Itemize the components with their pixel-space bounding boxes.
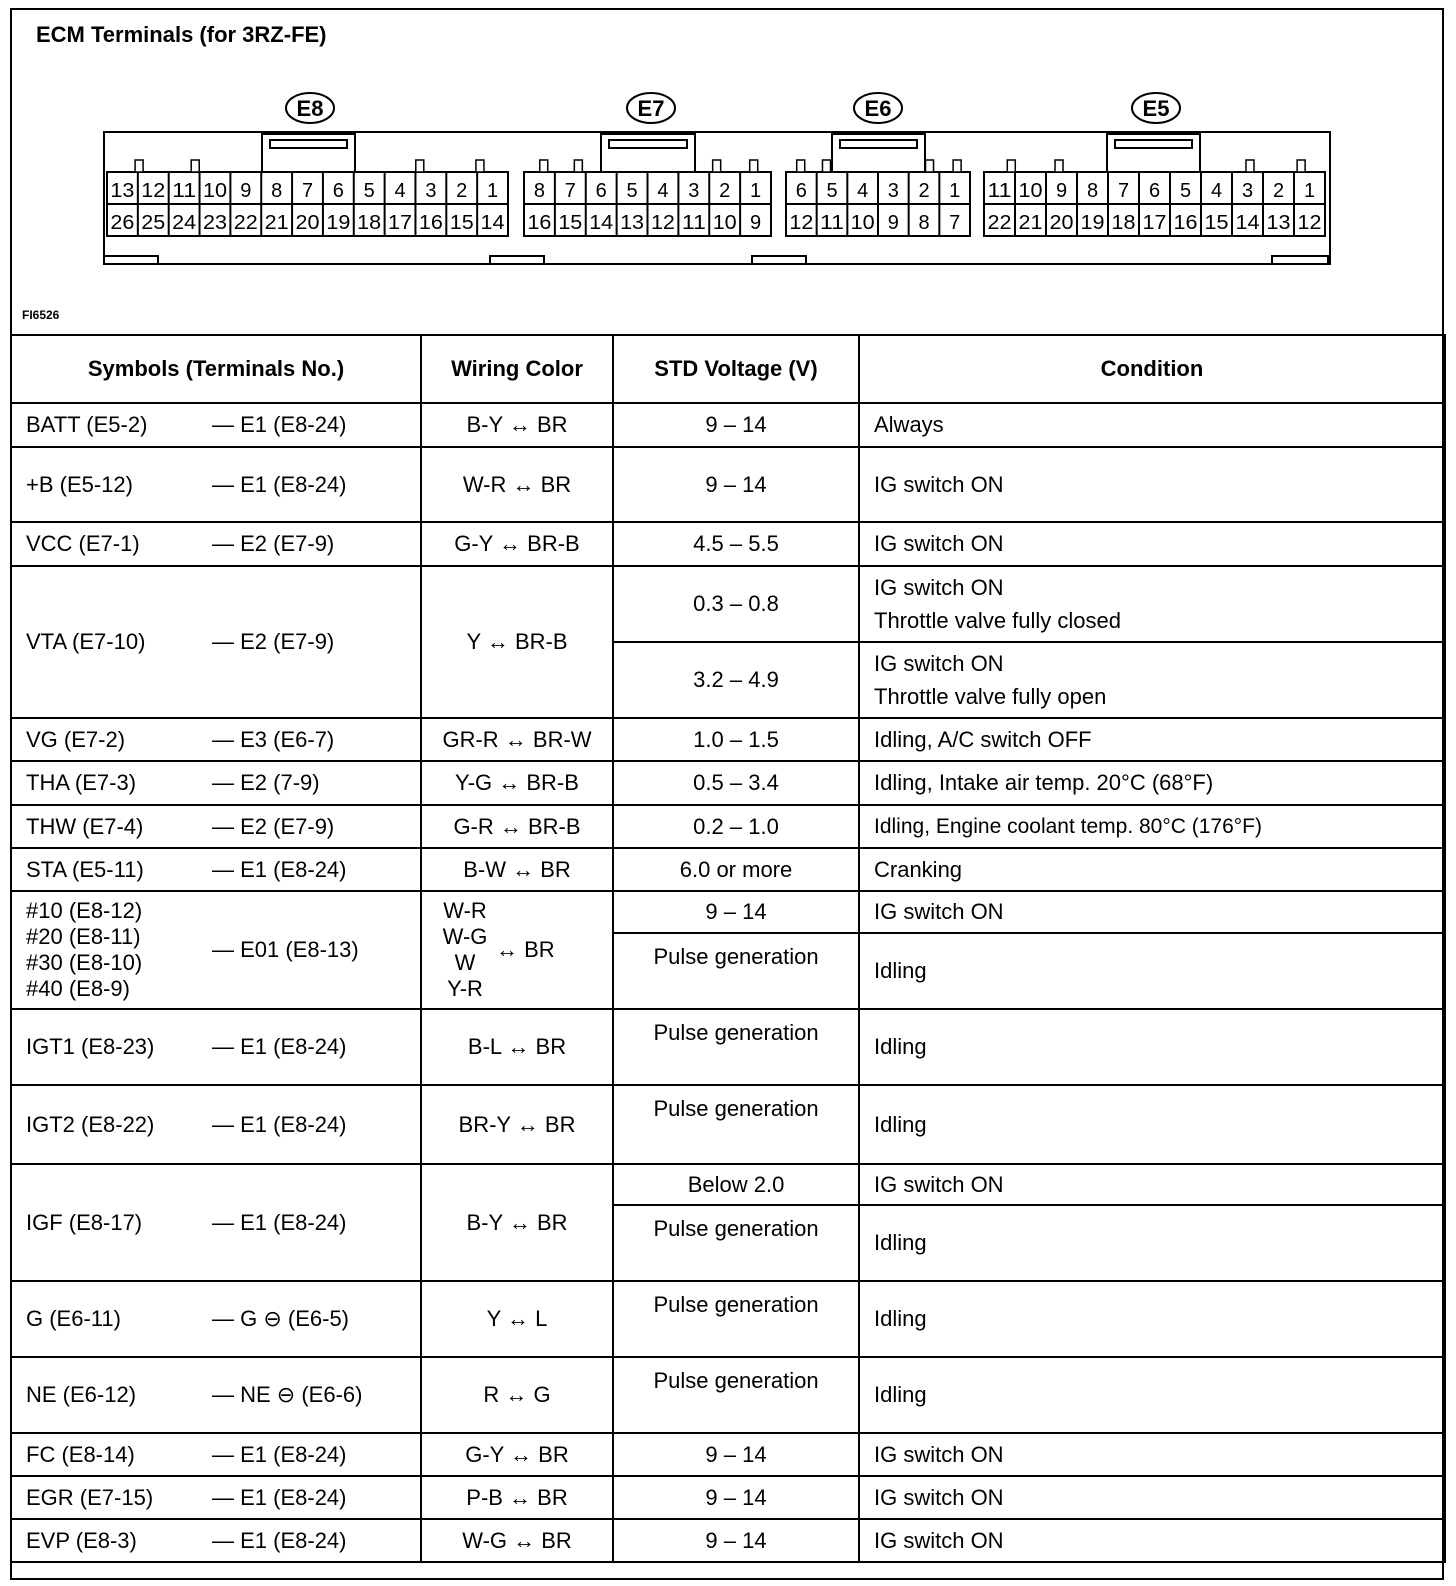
connector-label: E8: [296, 96, 324, 121]
row-tha: [11, 761, 1445, 805]
pin-latch: [953, 160, 961, 172]
std-voltage: 9 – 14: [613, 447, 859, 522]
pin-number: 16: [1173, 212, 1198, 234]
condition: Idling, A/C switch OFF: [859, 718, 1445, 761]
pin-number: 20: [1049, 212, 1074, 234]
pin-latch: [540, 160, 548, 172]
pin-latch: [1007, 160, 1015, 172]
condition-line: IG switch ON: [874, 651, 1004, 676]
pin-latch: [476, 160, 484, 172]
pin-number: 21: [264, 212, 289, 234]
row-injectors: [11, 891, 1445, 933]
wire: W-R: [443, 898, 487, 923]
std-voltage: Below 2.0: [613, 1164, 859, 1205]
symbol: NE (E6-12): [26, 1382, 137, 1407]
std-voltage: 1.0 – 1.5: [613, 718, 859, 761]
symbol: VCC (E7-1): [26, 531, 140, 556]
pin-number: 3: [1241, 180, 1254, 202]
row-plusb: [11, 447, 1445, 522]
pin-latch: [1297, 160, 1305, 172]
symbol: #20 (E8-11): [26, 924, 141, 949]
injector-symbols: [26, 898, 212, 1002]
pin-number: 2: [1272, 180, 1285, 202]
connector-key: [490, 256, 544, 264]
wiring-color: Y ↔ L: [421, 1281, 613, 1357]
condition: Idling: [859, 1205, 1445, 1281]
ground: — E01 (E8-13): [212, 937, 359, 962]
table-header-row: [11, 335, 1445, 403]
header-voltage: STD Voltage (V): [613, 335, 859, 403]
pin-latch: [1055, 160, 1063, 172]
ground: — E2 (E7-9): [212, 813, 335, 839]
wiring-color: Y-G ↔ BR-B: [421, 761, 613, 805]
wire-ground: ↔ BR: [496, 937, 555, 962]
condition: Idling: [859, 1281, 1445, 1357]
pin-number: 14: [1235, 212, 1260, 234]
ground: — E1 (E8-24): [212, 1441, 347, 1467]
ground: — E1 (E8-24): [212, 1484, 347, 1510]
pin-number: 6: [1148, 180, 1161, 202]
condition: Idling: [859, 933, 1445, 1009]
pin-number: 21: [1018, 212, 1043, 234]
std-voltage: 0.5 – 3.4: [613, 761, 859, 805]
std-voltage: Pulse generation: [613, 1281, 859, 1357]
pin-number: 17: [388, 212, 413, 234]
condition: Always: [859, 403, 1445, 447]
pin-number: 2: [719, 180, 731, 202]
pin-number: 15: [449, 212, 474, 234]
figure-id: FI6526: [22, 308, 60, 322]
pin-number: 8: [918, 212, 930, 234]
pin-number: 6: [332, 180, 344, 202]
ground: — E1 (E8-24): [212, 471, 347, 497]
pin-latch: [191, 160, 199, 172]
pin-number: 19: [326, 212, 351, 234]
row-fc: [11, 1433, 1445, 1476]
std-voltage: 9 – 14: [613, 891, 859, 933]
page-title: ECM Terminals (for 3RZ-FE): [36, 22, 327, 47]
row-igt1: [11, 1009, 1445, 1085]
header-wiring: Wiring Color: [421, 335, 613, 403]
std-voltage: 0.3 – 0.8: [613, 566, 859, 642]
symbol: IGF (E8-17): [26, 1209, 143, 1235]
ground: — G ⊖ (E6-5): [212, 1306, 350, 1331]
pin-number: 12: [141, 180, 166, 202]
pin-number: 3: [425, 180, 437, 202]
pin-number: 6: [595, 180, 607, 202]
wiring-color: BR-Y ↔ BR: [421, 1085, 613, 1164]
ground: — E1 (E8-24): [212, 856, 347, 882]
ground: — E2 (E7-9): [212, 629, 335, 654]
ground: — NE ⊖ (E6-6): [212, 1382, 363, 1407]
connector-key: [752, 256, 806, 264]
row-thw: [11, 805, 1445, 848]
symbol: VG (E7-2): [26, 726, 126, 752]
wire: W-G: [442, 924, 488, 949]
ground: — E1 (E8-24): [212, 1111, 347, 1137]
pin-number: 10: [202, 180, 227, 202]
pin-number: 22: [987, 212, 1012, 234]
wiring-color: Y ↔ BR-B: [421, 566, 613, 718]
symbol: STA (E5-11): [26, 856, 144, 882]
condition: IG switch ON: [859, 1164, 1445, 1205]
connector-label: E7: [637, 96, 665, 121]
ground: — E3 (E6-7): [212, 726, 335, 752]
pin-number: 18: [357, 212, 382, 234]
row-ne: [11, 1357, 1445, 1433]
condition: Idling, Intake air temp. 20°C (68°F): [859, 761, 1445, 805]
row-vta: [11, 566, 1445, 642]
pin-number: 15: [1204, 212, 1229, 234]
condition: Idling: [859, 1009, 1445, 1085]
symbol: #40 (E8-9): [26, 976, 130, 1001]
pin-number: 5: [363, 180, 375, 202]
pin-number: 23: [202, 212, 227, 234]
symbol: THA (E7-3): [26, 770, 137, 795]
row-vcc: [11, 522, 1445, 566]
row-batt: [11, 403, 1445, 447]
symbol: IGT2 (E8-22): [26, 1111, 155, 1137]
pin-number: 1: [1303, 180, 1316, 202]
pin-number: 7: [1117, 180, 1130, 202]
pin-number: 12: [1297, 212, 1322, 234]
pin-number: 10: [850, 212, 875, 234]
pin-latch: [822, 160, 830, 172]
wiring-color: [421, 891, 613, 1009]
std-voltage: 4.5 – 5.5: [613, 522, 859, 566]
connector-label: E6: [864, 96, 892, 121]
connector-lock-slot: [609, 140, 687, 148]
pin-number: 11: [681, 212, 706, 234]
wiring-color: B-Y ↔ BR: [421, 403, 613, 447]
connector-key: [1272, 256, 1328, 264]
ground: — E1 (E8-24): [212, 1527, 347, 1553]
wiring-color: B-W ↔ BR: [421, 848, 613, 891]
pin-number: 4: [857, 180, 869, 202]
wiring-color: R ↔ G: [421, 1357, 613, 1433]
std-voltage: Pulse generation: [613, 933, 859, 1009]
header-condition: Condition: [859, 335, 1445, 403]
pin-latch: [135, 160, 143, 172]
pin-number: 14: [589, 212, 614, 234]
pin-number: 8: [1086, 180, 1099, 202]
pin-number: 7: [301, 180, 314, 202]
pin-number: 1: [487, 180, 499, 202]
wiring-color: G-Y ↔ BR: [421, 1433, 613, 1476]
std-voltage: 9 – 14: [613, 403, 859, 447]
std-voltage: 0.2 – 1.0: [613, 805, 859, 848]
pin-number: 15: [558, 212, 583, 234]
pin-number: 25: [141, 212, 166, 234]
condition: Idling: [859, 1085, 1445, 1164]
pin-number: 9: [887, 212, 899, 234]
condition: IG switch ON: [859, 1476, 1445, 1519]
wiring-color: P-B ↔ BR: [421, 1476, 613, 1519]
wire: Y-R: [447, 976, 483, 1001]
std-voltage: 9 – 14: [613, 1519, 859, 1562]
ground: — E1 (E8-24): [212, 412, 347, 437]
wiring-color: GR-R ↔ BR-W: [421, 718, 613, 761]
symbol: IGT1 (E8-23): [26, 1034, 155, 1059]
symbol: THW (E7-4): [26, 813, 144, 839]
pin-number: 8: [271, 180, 283, 202]
symbol: +B (E5-12): [26, 471, 133, 497]
pin-number: 2: [918, 180, 930, 202]
ground: — E2 (7-9): [212, 770, 320, 795]
pin-number: 2: [456, 180, 468, 202]
std-voltage: Pulse generation: [613, 1009, 859, 1085]
wiring-color: W-G ↔ BR: [421, 1519, 613, 1562]
pin-number: 16: [527, 212, 552, 234]
pin-number: 20: [295, 212, 320, 234]
pin-number: 10: [1018, 180, 1043, 202]
connector-diagram: [0, 0, 1456, 330]
pin-number: 1: [750, 180, 762, 202]
symbol: FC (E8-14): [26, 1441, 135, 1467]
condition-line: Throttle valve fully closed: [874, 608, 1121, 633]
pin-number: 8: [533, 180, 545, 202]
symbol: G (E6-11): [26, 1306, 121, 1331]
pin-number: 11: [987, 180, 1012, 202]
condition: IG switch ON: [859, 1433, 1445, 1476]
ground: — E1 (E8-24): [212, 1034, 347, 1059]
pin-number: 16: [418, 212, 443, 234]
pin-latch: [1246, 160, 1254, 172]
connector-lock-slot: [1115, 140, 1192, 148]
pin-number: 10: [712, 212, 737, 234]
condition: IG switch ON: [859, 522, 1445, 566]
pin-number: 11: [172, 180, 197, 202]
row-evp: [11, 1519, 1445, 1562]
pin-number: 22: [233, 212, 258, 234]
pin-number: 17: [1142, 212, 1167, 234]
ground: — E1 (E8-24): [212, 1209, 347, 1235]
condition: Idling: [859, 1357, 1445, 1433]
pin-latch: [797, 160, 805, 172]
std-voltage: 9 – 14: [613, 1433, 859, 1476]
std-voltage: 3.2 – 4.9: [613, 642, 859, 718]
pin-number: 14: [480, 212, 505, 234]
row-igt2: [11, 1085, 1445, 1164]
pin-number: 13: [110, 180, 135, 202]
connector-lock-slot: [840, 140, 917, 148]
condition-line: IG switch ON: [874, 575, 1004, 600]
pin-number: 5: [1179, 180, 1192, 202]
wiring-color: G-R ↔ BR-B: [421, 805, 613, 848]
condition: IG switch ON: [859, 1519, 1445, 1562]
pin-number: 5: [626, 180, 638, 202]
condition: IG switch ON: [859, 891, 1445, 933]
wiring-color: B-L ↔ BR: [421, 1009, 613, 1085]
condition-line: Throttle valve fully open: [874, 684, 1107, 709]
pin-number: 12: [650, 212, 675, 234]
pin-number: 6: [795, 180, 807, 202]
ground: — E2 (E7-9): [212, 531, 335, 556]
symbol: EGR (E7-15): [26, 1484, 154, 1510]
header-symbols: Symbols (Terminals No.): [11, 335, 421, 403]
pin-number: 4: [657, 180, 669, 202]
connector-key: [104, 256, 158, 264]
symbol: BATT (E5-2): [26, 412, 148, 437]
pin-number: 12: [789, 212, 814, 234]
pin-number: 11: [820, 212, 844, 234]
std-voltage: Pulse generation: [613, 1085, 859, 1164]
std-voltage: 9 – 14: [613, 1476, 859, 1519]
std-voltage: Pulse generation: [613, 1357, 859, 1433]
pin-number: 7: [949, 212, 961, 234]
connector-label: E5: [1142, 96, 1170, 121]
symbol: VTA (E7-10): [26, 629, 146, 654]
pin-number: 4: [1210, 180, 1223, 202]
pin-number: 5: [826, 180, 838, 202]
pin-number: 18: [1111, 212, 1136, 234]
ecm-terminal-table: [10, 334, 1446, 1563]
pin-number: 19: [1080, 212, 1105, 234]
row-egr: [11, 1476, 1445, 1519]
pin-number: 13: [1266, 212, 1291, 234]
condition: Cranking: [859, 848, 1445, 891]
pin-latch: [416, 160, 424, 172]
wiring-color: W-R ↔ BR: [421, 447, 613, 522]
row-vg: [11, 718, 1445, 761]
wire: W: [454, 950, 476, 975]
pin-number: 9: [240, 180, 252, 202]
pin-number: 24: [172, 212, 197, 234]
condition: IG switch ON: [859, 447, 1445, 522]
symbol: EVP (E8-3): [26, 1527, 137, 1553]
wiring-color: G-Y ↔ BR-B: [421, 522, 613, 566]
pin-number: 9: [750, 212, 762, 234]
pin-latch: [713, 160, 721, 172]
symbol: #30 (E8-10): [26, 950, 143, 975]
connector-lock-slot: [270, 140, 347, 148]
row-igf: [11, 1164, 1445, 1205]
std-voltage: Pulse generation: [613, 1205, 859, 1281]
pin-number: 1: [949, 180, 961, 202]
pin-number: 9: [1055, 180, 1068, 202]
row-sta: [11, 848, 1445, 891]
row-g: [11, 1281, 1445, 1357]
pin-number: 3: [688, 180, 700, 202]
symbol: #10 (E8-12): [26, 898, 143, 923]
std-voltage: 6.0 or more: [613, 848, 859, 891]
wiring-color: B-Y ↔ BR: [421, 1164, 613, 1281]
pin-number: 3: [887, 180, 899, 202]
pin-number: 7: [564, 180, 576, 202]
pin-latch: [750, 160, 758, 172]
pin-latch: [926, 160, 934, 172]
pin-number: 4: [394, 180, 406, 202]
pin-latch: [574, 160, 582, 172]
condition: Idling, Engine coolant temp. 80°C (176°F): [859, 805, 1445, 848]
pin-number: 26: [110, 212, 135, 234]
pin-number: 13: [620, 212, 645, 234]
